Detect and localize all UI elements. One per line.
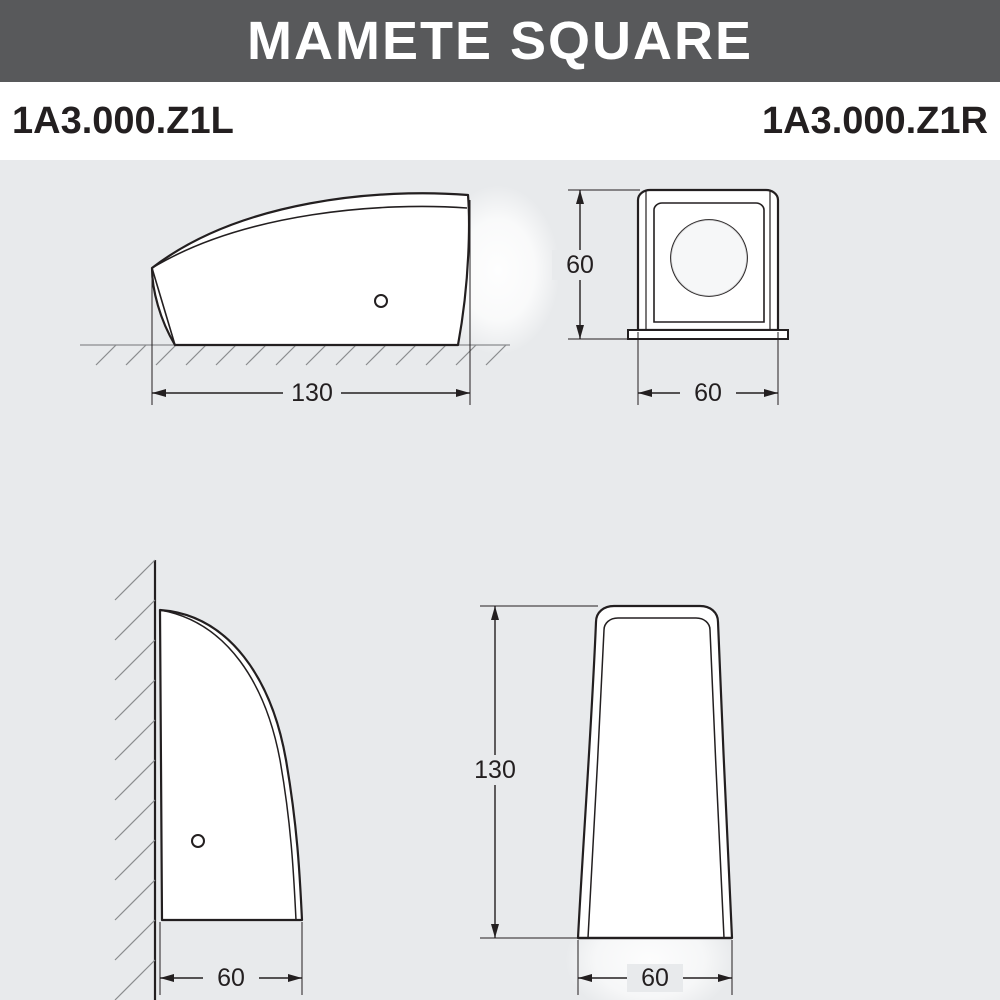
front-tall-body xyxy=(578,606,732,938)
screw-hole-icon xyxy=(375,295,387,307)
side-wall-view-bottom-left xyxy=(115,560,302,1000)
dimension-label-tl-width: 130 xyxy=(291,379,333,407)
dimension-label-bl-width: 60 xyxy=(217,964,245,992)
dimension-label-br-height: 130 xyxy=(474,756,516,784)
base-plate xyxy=(628,330,788,339)
dimension-label-tr-height: 60 xyxy=(566,251,594,279)
product-code-left: 1A3.000.Z1L xyxy=(12,100,234,142)
dimension-label-br-width: 60 xyxy=(641,964,669,992)
title-bar xyxy=(0,0,1000,82)
dimension-130-vertical xyxy=(462,606,598,938)
front-view-bottom-right xyxy=(462,606,735,1000)
technical-drawing-canvas xyxy=(0,160,1000,1000)
product-codes-bar xyxy=(0,82,1000,162)
dimension-60-horizontal-top xyxy=(638,332,778,407)
wall-hatching xyxy=(115,560,155,1000)
dimension-60-horizontal-bottom-left xyxy=(160,922,302,995)
screw-hole-icon xyxy=(192,835,204,847)
dimension-60-vertical xyxy=(552,190,640,339)
side-view-top-left xyxy=(80,185,560,407)
fixture-body-outline xyxy=(152,193,469,345)
front-view-top-right xyxy=(552,190,788,407)
ground-hatching xyxy=(80,345,510,365)
page-title: MAMETE SQUARE xyxy=(246,11,753,71)
dimension-label-tr-width: 60 xyxy=(694,379,722,407)
product-code-right: 1A3.000.Z1R xyxy=(761,100,988,142)
